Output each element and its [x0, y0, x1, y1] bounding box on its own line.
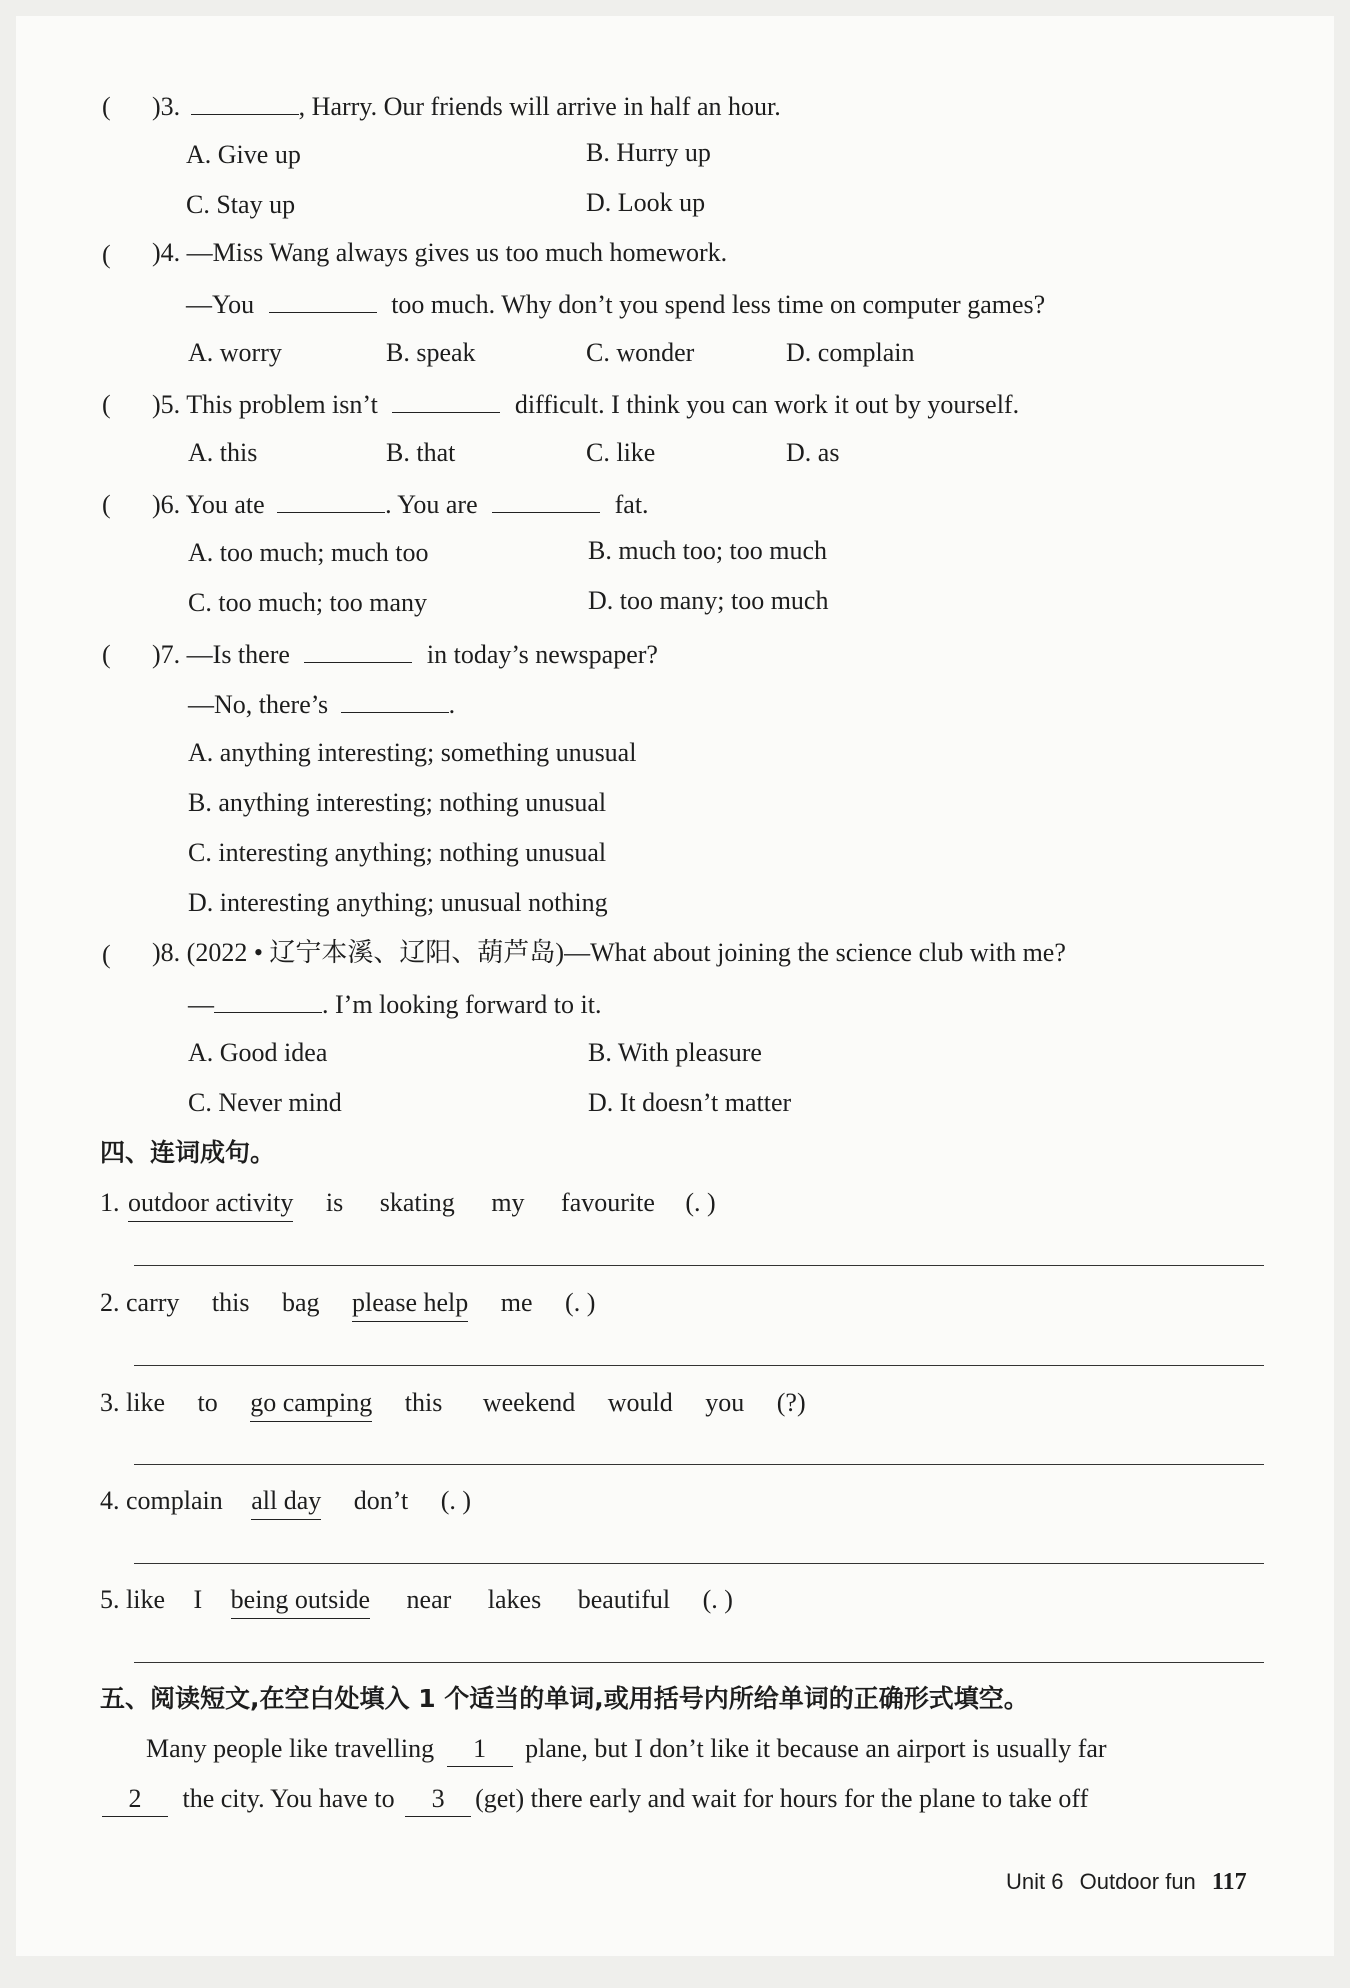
- question-7-reply: —No, there’s .: [188, 686, 455, 722]
- word: like: [126, 1388, 165, 1417]
- answer-line[interactable]: [134, 1365, 1264, 1366]
- page-footer: [1006, 1869, 1247, 1896]
- question-8-reply: — . I’m looking forward to it.: [188, 986, 601, 1022]
- option-a: A. too much; much too: [188, 538, 429, 567]
- word: lakes: [487, 1585, 542, 1614]
- word: all day: [251, 1484, 321, 1520]
- word: please help: [352, 1286, 468, 1322]
- footer-title: Outdoor fun: [1079, 1869, 1196, 1894]
- word: being outside: [231, 1583, 370, 1619]
- option-c: C. like: [586, 438, 656, 467]
- section-4-title: 四、连词成句。: [100, 1138, 276, 1167]
- word: (. ): [685, 1188, 716, 1217]
- option-b: B. With pleasure: [588, 1038, 762, 1067]
- word: would: [607, 1388, 673, 1417]
- word: (. ): [565, 1288, 596, 1317]
- option-d: D. It doesn’t matter: [588, 1088, 792, 1117]
- footer-unit: Unit 6: [1006, 1869, 1064, 1894]
- word: don’t: [353, 1486, 409, 1515]
- workbook-page: [16, 16, 1334, 1956]
- word: outdoor activity: [128, 1186, 293, 1222]
- word: me: [500, 1288, 533, 1317]
- word: like: [126, 1585, 165, 1614]
- option-c: C. Stay up: [186, 190, 296, 219]
- sentence-item-5: 5. like I being outside near lakes beautiful (. ): [100, 1583, 733, 1619]
- word: skating: [379, 1188, 455, 1217]
- question-4-reply: —You too much. Why don’t you spend less time on computer games?: [186, 286, 1045, 322]
- section-5-title: 五、阅读短文,在空白处填入 1 个适当的单词,或用括号内所给单词的正确形式填空。: [100, 1684, 1029, 1713]
- option-d: D. as: [786, 438, 840, 467]
- word: weekend: [482, 1388, 576, 1417]
- option-c: C. wonder: [586, 338, 695, 367]
- word: complain: [126, 1486, 223, 1515]
- answer-paren[interactable]: (: [102, 92, 111, 121]
- answer-paren[interactable]: (: [102, 940, 111, 969]
- sentence-item-3: 3. like to go camping this weekend would you (?): [100, 1386, 806, 1422]
- passage-blank-3[interactable]: 3: [405, 1782, 471, 1817]
- option-d: D. complain: [786, 338, 915, 367]
- page-number: 117: [1211, 1869, 1247, 1895]
- sentence-item-1: 1. outdoor activity is skating my favourite (. ): [100, 1186, 716, 1222]
- option-b: B. anything interesting; nothing unusual: [188, 788, 607, 817]
- answer-blank[interactable]: [341, 686, 449, 713]
- answer-line[interactable]: [134, 1563, 1264, 1564]
- option-d: D. interesting anything; unusual nothing: [188, 888, 608, 917]
- option-a: A. anything interesting; something unusual: [188, 738, 637, 767]
- word: near: [406, 1585, 452, 1614]
- answer-blank[interactable]: [492, 486, 600, 513]
- word: carry: [126, 1288, 180, 1317]
- answer-blank[interactable]: [214, 986, 322, 1013]
- word: this: [404, 1388, 443, 1417]
- option-b: B. Hurry up: [586, 138, 711, 167]
- word: you: [705, 1388, 745, 1417]
- option-d: D. too many; too much: [588, 586, 829, 615]
- option-c: C. interesting anything; nothing unusual: [188, 838, 607, 867]
- question-5: )5. This problem isn’t difficult. I think you can work it out by yourself.: [152, 386, 1019, 422]
- question-7: )7. —Is there in today’s newspaper?: [152, 636, 658, 672]
- word: favourite: [561, 1188, 655, 1217]
- option-a: A. worry: [188, 338, 282, 367]
- answer-blank[interactable]: [392, 386, 500, 413]
- answer-paren[interactable]: (: [102, 390, 111, 419]
- option-b: B. speak: [386, 338, 476, 367]
- answer-blank[interactable]: [277, 486, 385, 513]
- answer-paren[interactable]: (: [102, 490, 111, 519]
- option-b: B. that: [386, 438, 456, 467]
- sentence-item-2: 2. carry this bag please help me (. ): [100, 1286, 595, 1322]
- answer-line[interactable]: [134, 1265, 1264, 1266]
- option-a: A. Good idea: [188, 1038, 328, 1067]
- passage-blank-2[interactable]: 2: [102, 1782, 168, 1817]
- option-b: B. much too; too much: [588, 536, 828, 565]
- answer-blank[interactable]: [191, 88, 299, 115]
- word: I: [193, 1585, 203, 1614]
- question-8: )8. (2022 • 辽宁本溪、辽阳、葫芦岛)—What about joining the science club with me?: [152, 938, 1066, 967]
- passage-line-2: 2 the city. You have to 3 (get) there early and wait for hours for the plane to take off: [102, 1782, 1088, 1817]
- option-a: A. Give up: [186, 140, 301, 169]
- option-a: A. this: [188, 438, 258, 467]
- answer-blank[interactable]: [269, 286, 377, 313]
- question-6: )6. You ate . You are fat.: [152, 486, 649, 522]
- answer-paren[interactable]: (: [102, 240, 111, 269]
- word: (. ): [440, 1486, 472, 1515]
- word: (?): [776, 1388, 806, 1417]
- option-c: C. Never mind: [188, 1088, 342, 1117]
- word: to: [197, 1388, 218, 1417]
- word: this: [211, 1288, 250, 1317]
- answer-line[interactable]: [134, 1662, 1264, 1663]
- answer-line[interactable]: [134, 1464, 1264, 1465]
- question-3: )3. , Harry. Our friends will arrive in half an hour.: [152, 88, 781, 124]
- passage-blank-1[interactable]: 1: [447, 1732, 513, 1767]
- word: go camping: [250, 1386, 372, 1422]
- word: my: [491, 1188, 525, 1217]
- word: is: [325, 1188, 344, 1217]
- sentence-item-4: 4. complain all day don’t (. ): [100, 1484, 471, 1520]
- word: beautiful: [577, 1585, 671, 1614]
- passage-line-1: Many people like travelling 1 plane, but I don’t like it because an airport is usually far: [146, 1732, 1107, 1767]
- answer-paren[interactable]: (: [102, 640, 111, 669]
- answer-blank[interactable]: [304, 636, 412, 663]
- word: (. ): [702, 1585, 733, 1614]
- word: bag: [281, 1288, 320, 1317]
- option-d: D. Look up: [586, 188, 706, 217]
- question-4: )4. —Miss Wang always gives us too much homework.: [152, 238, 728, 267]
- option-c: C. too much; too many: [188, 588, 428, 617]
